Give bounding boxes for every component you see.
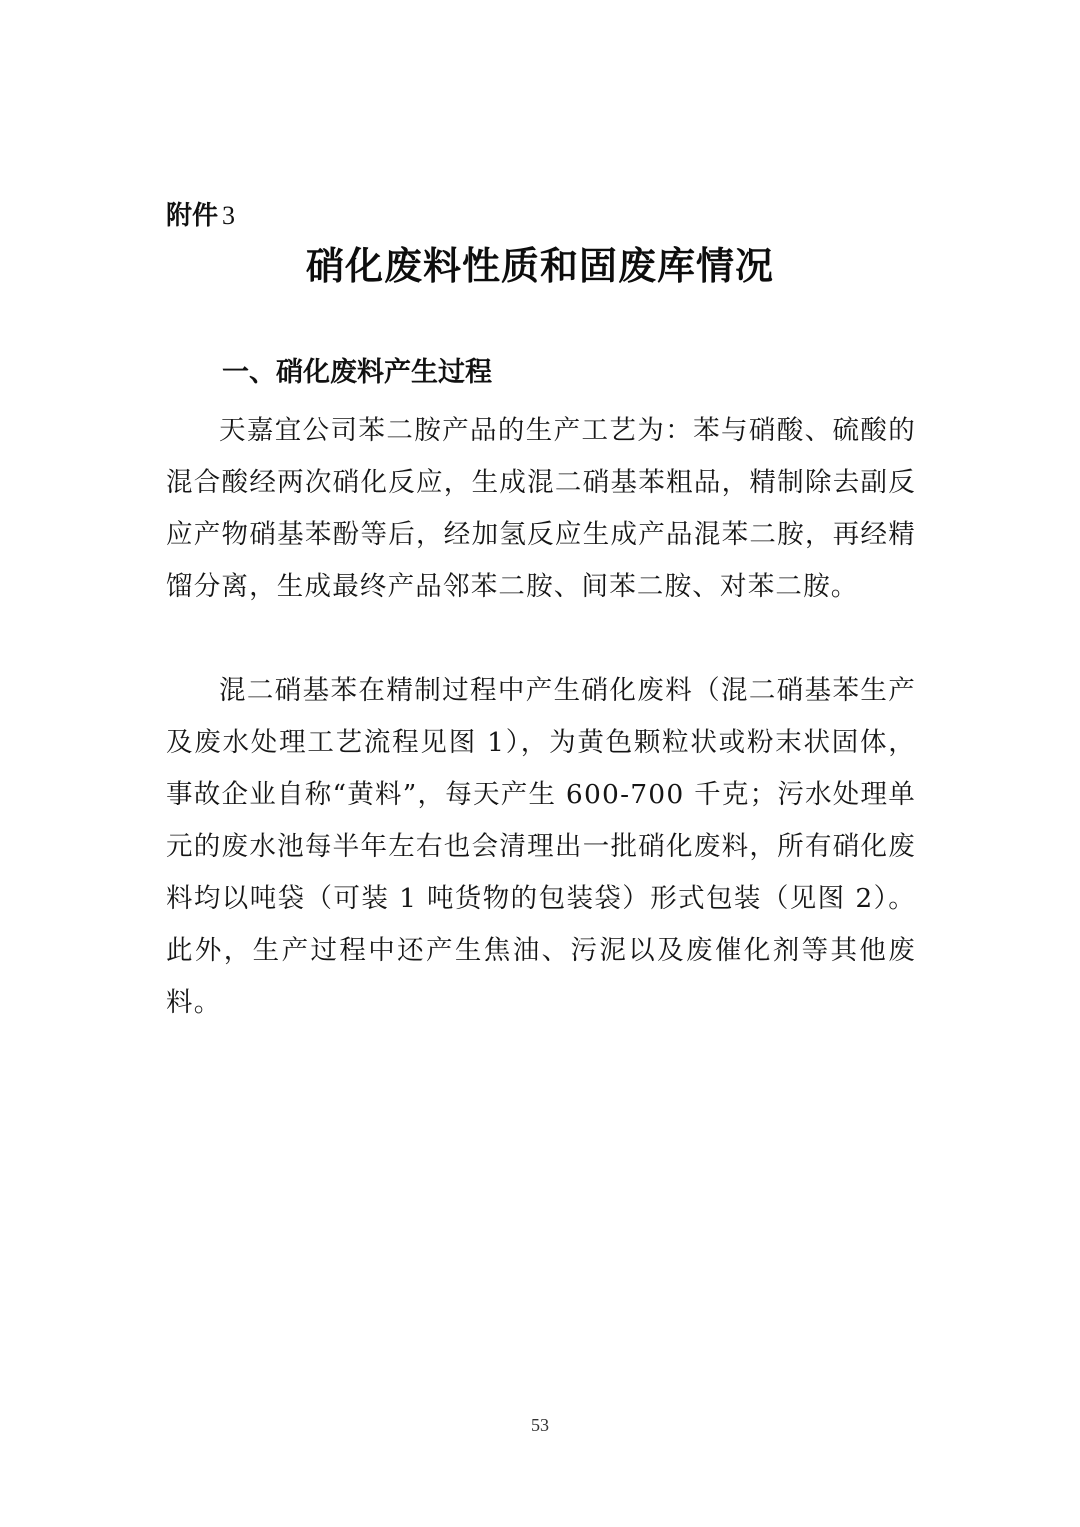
page-number: 53 <box>531 1415 549 1435</box>
attachment-number: 3 <box>222 201 236 230</box>
section-heading: 一、硝化废料产生过程 <box>222 357 492 388</box>
body-paragraph-1: 天嘉宜公司苯二胺产品的生产工艺为：苯与硝酸、硫酸的混合酸经两次硝化反应，生成混二硝基苯粗品，精制除去副反应产物硝基苯酚等后，经加氢反应生成产品混苯二胺，再经精馏分离，生成最终产品邻苯二胺、间苯二胺、对苯二胺。 <box>166 415 916 602</box>
body-paragraph-2: 混二硝基苯在精制过程中产生硝化废料（混二硝基苯生产及废水处理工艺流程见图 1），为黄色颗粒状或粉末状固体，事故企业自称“黄料”，每天产生 600-700 千克；污水处理单元的废水池每半年左右也会清理出一批硝化废料，所有硝化废料均以吨袋（可装 1 吨货物的包装袋）形式包装（见图 2）。此外，生产过程中还产生焦油、污泥以及废催化剂等其他废料。 <box>166 675 916 1018</box>
attachment-label <box>166 196 235 236</box>
document-title: 硝化废料性质和固废库情况 <box>305 243 774 288</box>
attachment-text: 附件 <box>166 201 219 231</box>
